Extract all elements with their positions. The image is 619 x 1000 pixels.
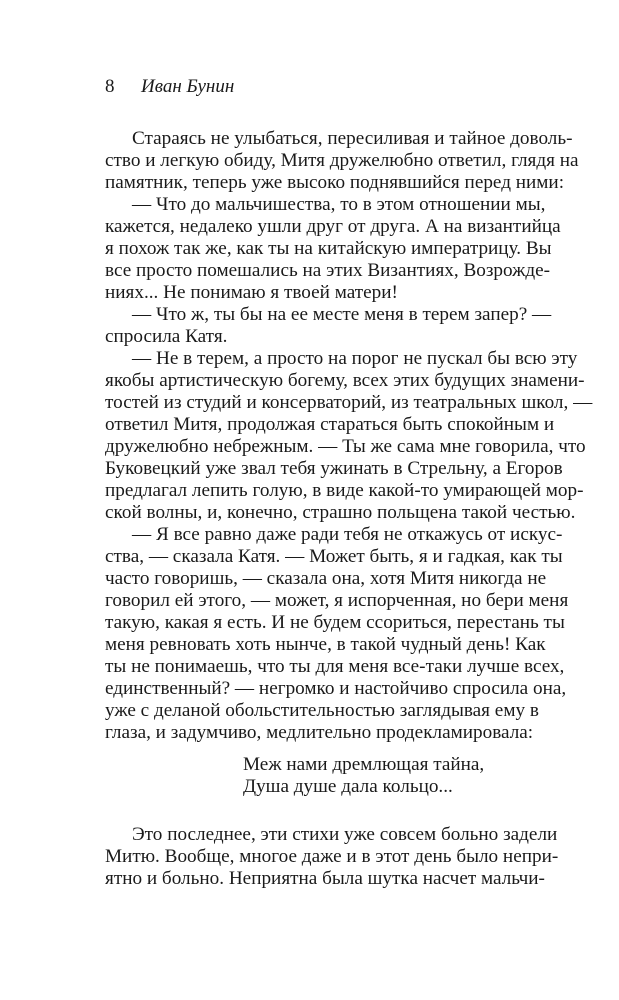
text-line: все просто помешались на этих Византиях, Возрожде-: [105, 260, 551, 281]
paragraphs-before-poem: [105, 128, 593, 744]
text-line: глаза, и задумчиво, медлительно продекламировала:: [105, 722, 534, 743]
text-line: я похож так же, как ты на китайскую императрицу. Вы: [105, 238, 552, 259]
poem-line: Душа душе дала кольцо...: [243, 776, 453, 797]
text-line: меня ревновать хоть нынче, в такой чудный день! Как: [105, 634, 546, 655]
text-line: ства, — сказала Катя. — Может быть, я и гадкая, как ты: [105, 546, 563, 567]
paragraph: [105, 194, 561, 304]
poem-line: Меж нами дремлющая тайна,: [243, 754, 485, 775]
running-head-author: Иван Бунин: [141, 76, 235, 97]
text-line: часто говоришь, — сказала она, хотя Митя никогда не: [105, 568, 547, 589]
text-line: спросила Катя.: [105, 326, 228, 347]
text-line: ответил Митя, продолжая стараться быть спокойным и: [105, 414, 555, 435]
text-line: предлагал лепить голую, в виде какой-то умирающей мор-: [105, 480, 584, 501]
text-line: Стараясь не улыбаться, пересиливая и тайное доволь-: [132, 128, 573, 149]
text-line: памятник, теперь уже высоко поднявшийся перед ними:: [105, 172, 565, 193]
text-line: говорил ей этого, — может, я испорченная, но бери меня: [105, 590, 569, 611]
text-line: Буковецкий уже звал тебя ужинать в Стрельну, а Егоров: [105, 458, 563, 479]
text-line: ятно и больно. Неприятна была шутка насчет мальчи-: [105, 868, 545, 889]
text-line: — Что до мальчишества, то в этом отношении мы,: [132, 194, 546, 215]
paragraph: [105, 128, 579, 194]
text-line: — Не в терем, а просто на порог не пускал бы всю эту: [132, 348, 578, 369]
paragraph: [105, 348, 593, 524]
paragraph: [105, 304, 552, 348]
paragraph: [105, 524, 569, 744]
text-line: ство и легкую обиду, Митя дружелюбно ответил, глядя на: [105, 150, 579, 171]
text-line: единственный? — негромко и настойчиво спросила она,: [105, 678, 567, 699]
page-number: 8: [105, 76, 115, 97]
text-line: уже с деланой обольстительностью заглядывая ему в: [105, 700, 539, 721]
text-line: такую, какая я есть. И не будем ссориться, перестань ты: [105, 612, 565, 633]
text-line: кажется, недалеко ушли друг от друга. А на византийца: [105, 216, 561, 237]
page-body: [105, 128, 593, 890]
text-line: якобы артистическую богему, всех этих будущих знамени-: [105, 370, 585, 391]
poem-quote: [105, 754, 535, 798]
paragraph-after-poem: [105, 824, 559, 890]
text-line: — Я все равно даже ради тебя не откажусь от искус-: [132, 524, 563, 545]
text-line: ниях... Не понимаю я твоей матери!: [105, 282, 398, 303]
text-line: ты не понимаешь, что ты для меня все-таки лучше всех,: [105, 656, 565, 677]
text-line: тостей из студий и консерваторий, из театральных школ, —: [105, 392, 593, 413]
text-line: — Что ж, ты бы на ее месте меня в терем запер? —: [132, 304, 552, 325]
text-line: Митю. Вообще, многое даже и в этот день было непри-: [105, 846, 559, 867]
text-line: ской волны, и, конечно, страшно польщена такой честью.: [105, 502, 576, 523]
text-line: Это последнее, эти стихи уже совсем больно задели: [132, 824, 558, 845]
running-header: [105, 74, 234, 100]
text-line: дружелюбно небрежным. — Ты же сама мне говорила, что: [105, 436, 586, 457]
